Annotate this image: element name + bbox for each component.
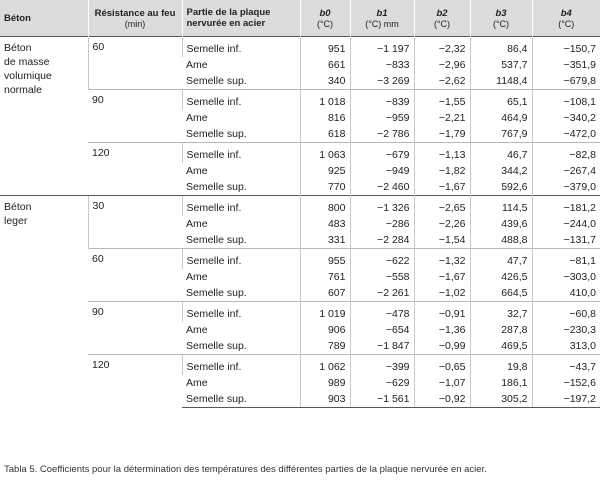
b1-cell: −959 xyxy=(350,110,414,126)
b4-cell: 313,0 xyxy=(532,338,600,355)
resistance-cell: 60 xyxy=(88,37,182,90)
b0-cell: 340 xyxy=(300,73,350,90)
b1-cell: −3 269 xyxy=(350,73,414,90)
b4-cell: −82,8 xyxy=(532,143,600,164)
b1-cell: −2 261 xyxy=(350,285,414,302)
b0-cell: 1 018 xyxy=(300,90,350,111)
b2-cell: −2,26 xyxy=(414,216,470,232)
b3-cell: 186,1 xyxy=(470,375,532,391)
b2-cell: −2,32 xyxy=(414,37,470,58)
header-b1-unit: (°C) mm xyxy=(365,18,399,29)
b2-cell: −1,67 xyxy=(414,269,470,285)
resistance-cell: 90 xyxy=(88,302,182,355)
partie-cell: Semelle inf. xyxy=(182,355,300,376)
table-header-row xyxy=(0,0,600,37)
b1-cell: −1 847 xyxy=(350,338,414,355)
b0-cell: 607 xyxy=(300,285,350,302)
b0-cell: 1 019 xyxy=(300,302,350,323)
b3-cell: 287,8 xyxy=(470,322,532,338)
b2-cell: −1,67 xyxy=(414,179,470,196)
b1-cell: −839 xyxy=(350,90,414,111)
b2-cell: −2,62 xyxy=(414,73,470,90)
b1-cell: −1 561 xyxy=(350,391,414,408)
partie-cell: Ame xyxy=(186,271,208,283)
b4-cell: −230,3 xyxy=(532,322,600,338)
b3-cell: 767,9 xyxy=(470,126,532,143)
b1-cell: −679 xyxy=(350,143,414,164)
b1-cell: −558 xyxy=(350,269,414,285)
b0-cell: 1 062 xyxy=(300,355,350,376)
b3-cell: 344,2 xyxy=(470,163,532,179)
b0-cell: 761 xyxy=(300,269,350,285)
b0-cell: 816 xyxy=(300,110,350,126)
header-b0-symbol: b0 xyxy=(319,7,331,19)
b1-cell: −833 xyxy=(350,57,414,73)
b3-cell: 65,1 xyxy=(470,90,532,111)
b4-cell: −267,4 xyxy=(532,163,600,179)
b3-cell: 1148,4 xyxy=(470,73,532,90)
b3-cell: 32,7 xyxy=(470,302,532,323)
b2-cell: −1,32 xyxy=(414,249,470,270)
b4-cell: −679,8 xyxy=(532,73,600,90)
table-row xyxy=(0,302,600,323)
b3-cell: 86,4 xyxy=(470,37,532,58)
resistance-cell: 90 xyxy=(88,90,182,143)
b2-cell: −1,79 xyxy=(414,126,470,143)
beton-type-line: de masse xyxy=(4,56,50,68)
b4-cell: −244,0 xyxy=(532,216,600,232)
header-b2-symbol: b2 xyxy=(436,7,448,19)
header-b1-symbol: b1 xyxy=(376,7,388,19)
b3-cell: 664,5 xyxy=(470,285,532,302)
table-row xyxy=(0,37,600,58)
b0-cell: 331 xyxy=(300,232,350,249)
resistance-cell: 30 xyxy=(88,196,182,249)
b1-cell: −2 284 xyxy=(350,232,414,249)
header-b2 xyxy=(414,0,470,37)
b4-cell: −472,0 xyxy=(532,126,600,143)
b2-cell: −0,91 xyxy=(414,302,470,323)
header-b3 xyxy=(470,0,532,37)
b2-cell: −1,02 xyxy=(414,285,470,302)
partie-cell: Ame xyxy=(186,218,208,230)
b1-cell: −1 326 xyxy=(350,196,414,217)
partie-cell: Ame xyxy=(186,59,208,71)
beton-type-cell xyxy=(0,37,88,196)
table-row xyxy=(0,90,600,111)
partie-cell: Ame xyxy=(186,324,208,336)
partie-cell: Semelle sup. xyxy=(186,340,247,352)
header-beton: Béton xyxy=(0,0,88,37)
b0-cell: 989 xyxy=(300,375,350,391)
partie-cell: Semelle sup. xyxy=(182,391,300,408)
header-b2-unit: (°C) xyxy=(433,18,451,29)
b3-cell: 19,8 xyxy=(470,355,532,376)
b4-cell: −303,0 xyxy=(532,269,600,285)
b2-cell: −2,21 xyxy=(414,110,470,126)
b0-cell: 906 xyxy=(300,322,350,338)
b3-cell: 464,9 xyxy=(470,110,532,126)
b4-cell: −150,7 xyxy=(532,37,600,58)
partie-cell: Semelle inf. xyxy=(182,143,300,164)
b4-cell: −131,7 xyxy=(532,232,600,249)
b3-cell: 488,8 xyxy=(470,232,532,249)
partie-cell: Semelle sup. xyxy=(186,181,247,193)
resistance-cell: 120 xyxy=(88,355,182,408)
b0-cell: 800 xyxy=(300,196,350,217)
header-b4-symbol: b4 xyxy=(560,7,572,19)
partie-cell: Semelle sup. xyxy=(186,75,247,87)
table-caption: Tabla 5. Coefficients pour la détermination des températures des différentes parties de la plaque nervurée en acier. xyxy=(4,464,487,475)
table-row xyxy=(0,143,600,164)
b2-cell: −2,96 xyxy=(414,57,470,73)
partie-cell: Semelle inf. xyxy=(182,196,300,217)
b0-cell: 661 xyxy=(300,57,350,73)
header-partie xyxy=(182,0,300,37)
b1-cell: −286 xyxy=(350,216,414,232)
b4-cell: −108,1 xyxy=(532,90,600,111)
b4-cell: −43,7 xyxy=(532,355,600,376)
header-resistance-label: Résistance au feu xyxy=(94,7,176,19)
b3-cell: 439,6 xyxy=(470,216,532,232)
b0-cell: 903 xyxy=(300,391,350,408)
b2-cell: −0,65 xyxy=(414,355,470,376)
partie-cell: Semelle inf. xyxy=(182,37,300,58)
b1-cell: −478 xyxy=(350,302,414,323)
b1-cell: −654 xyxy=(350,322,414,338)
header-b3-unit: (°C) xyxy=(492,18,510,29)
partie-cell: Semelle sup. xyxy=(186,128,247,140)
b3-cell: 305,2 xyxy=(470,391,532,408)
b0-cell: 1 063 xyxy=(300,143,350,164)
b1-cell: −2 460 xyxy=(350,179,414,196)
b3-cell: 537,7 xyxy=(470,57,532,73)
b3-cell: 47,7 xyxy=(470,249,532,270)
b4-cell: −351,9 xyxy=(532,57,600,73)
b4-cell: −340,2 xyxy=(532,110,600,126)
b2-cell: −1,54 xyxy=(414,232,470,249)
b2-cell: −1,82 xyxy=(414,163,470,179)
beton-type-line: volumique xyxy=(4,70,52,82)
beton-type-line: Béton xyxy=(4,201,32,213)
b4-cell: −197,2 xyxy=(532,391,600,408)
header-b0-unit: (°C) xyxy=(316,18,334,29)
b0-cell: 951 xyxy=(300,37,350,58)
b0-cell: 925 xyxy=(300,163,350,179)
b1-cell: −629 xyxy=(350,375,414,391)
resistance-cell: 60 xyxy=(88,249,182,302)
header-resistance xyxy=(88,0,182,37)
b0-cell: 789 xyxy=(300,338,350,355)
b0-cell: 618 xyxy=(300,126,350,143)
b1-cell: −2 786 xyxy=(350,126,414,143)
partie-cell: Ame xyxy=(186,377,208,389)
b3-cell: 114,5 xyxy=(470,196,532,217)
b2-cell: −1,13 xyxy=(414,143,470,164)
partie-cell: Semelle sup. xyxy=(186,287,247,299)
b3-cell: 469,5 xyxy=(470,338,532,355)
partie-cell: Semelle inf. xyxy=(182,249,300,270)
header-resistance-unit: (min) xyxy=(124,18,146,29)
b2-cell: −1,55 xyxy=(414,90,470,111)
partie-cell: Semelle inf. xyxy=(182,302,300,323)
b3-cell: 426,5 xyxy=(470,269,532,285)
partie-cell: Ame xyxy=(186,165,208,177)
partie-cell: Ame xyxy=(186,112,208,124)
b1-cell: −949 xyxy=(350,163,414,179)
beton-type-line: normale xyxy=(4,84,42,96)
b4-cell: −379,0 xyxy=(532,179,600,196)
header-b4-unit: (°C) xyxy=(558,18,575,29)
header-partie-line1: Partie de la plaque xyxy=(186,7,271,18)
b4-cell: −181,2 xyxy=(532,196,600,217)
b4-cell: −60,8 xyxy=(532,302,600,323)
b0-cell: 955 xyxy=(300,249,350,270)
table-row xyxy=(0,355,600,376)
beton-type-cell xyxy=(0,196,88,408)
beton-type-line: leger xyxy=(4,215,28,227)
table-body xyxy=(0,37,600,408)
b1-cell: −1 197 xyxy=(350,37,414,58)
b3-cell: 46,7 xyxy=(470,143,532,164)
header-b3-symbol: b3 xyxy=(495,7,507,19)
header-b4 xyxy=(532,0,600,37)
table-row xyxy=(0,249,600,270)
table-row xyxy=(0,196,600,217)
partie-cell: Semelle sup. xyxy=(186,234,247,246)
b1-cell: −399 xyxy=(350,355,414,376)
header-b1 xyxy=(350,0,414,37)
b0-cell: 770 xyxy=(300,179,350,196)
beton-type-line: Béton xyxy=(4,42,32,54)
b2-cell: −1,07 xyxy=(414,375,470,391)
b0-cell: 483 xyxy=(300,216,350,232)
b2-cell: −2,65 xyxy=(414,196,470,217)
header-partie-line2: nervurée en acier xyxy=(186,18,266,29)
partie-cell: Semelle inf. xyxy=(182,90,300,111)
b1-cell: −622 xyxy=(350,249,414,270)
b3-cell: 592,6 xyxy=(470,179,532,196)
b2-cell: −1,36 xyxy=(414,322,470,338)
header-b0 xyxy=(300,0,350,37)
b4-cell: 410,0 xyxy=(532,285,600,302)
b2-cell: −0,92 xyxy=(414,391,470,408)
b4-cell: −81,1 xyxy=(532,249,600,270)
b4-cell: −152,6 xyxy=(532,375,600,391)
b2-cell: −0,99 xyxy=(414,338,470,355)
resistance-cell: 120 xyxy=(88,143,182,196)
